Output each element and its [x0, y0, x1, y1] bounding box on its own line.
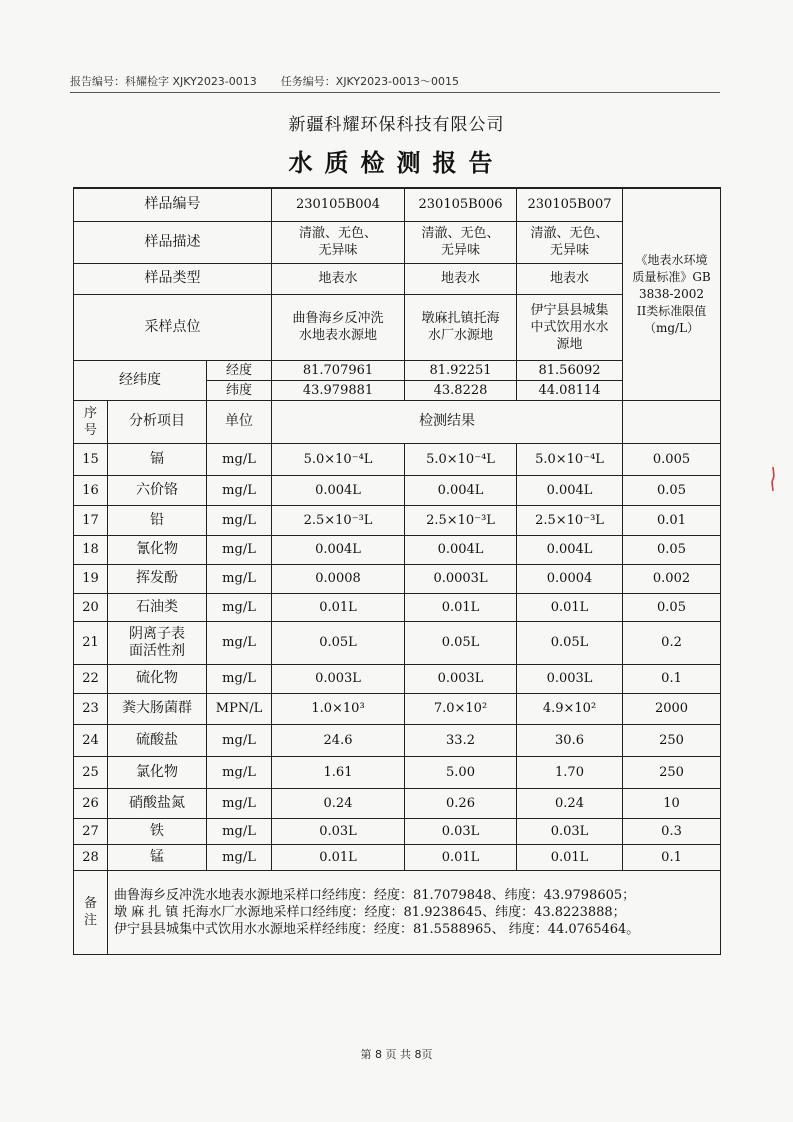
notes-label-char: 注 [83, 913, 97, 928]
report-number: 报告编号：科耀检字 XJKY2023-0013 [70, 75, 257, 88]
row-result: 5.00 [405, 756, 517, 788]
lat-cell: 43.8228 [405, 380, 517, 400]
row-unit: mg/L [207, 535, 272, 564]
site-line: 中式饮用水水 [530, 319, 609, 335]
row-unit: mg/L [207, 475, 272, 505]
row-number: 24 [74, 724, 108, 756]
lat-label: 纬度 [207, 380, 272, 400]
task-number: 任务编号：XJKY2023-0013～0015 [280, 75, 460, 88]
table-row [74, 621, 721, 664]
row-number: 23 [74, 693, 108, 724]
row-standard: 0.01 [623, 505, 721, 535]
table-row [74, 818, 721, 844]
row-result: 0.004L [405, 475, 517, 505]
row-result: 0.24 [272, 788, 405, 818]
note-line: 伊宁县县城集中式饮用水水源地采样经纬度：经度：81.5588965、 纬度：44.0765464。 [114, 921, 640, 937]
sample-type-cell: 地表水 [272, 263, 405, 294]
row-item: 六价铬 [108, 475, 207, 505]
row-item: 氯化物 [108, 756, 207, 788]
site-line: 墩麻扎镇托海 [421, 311, 500, 326]
row-result: 0.004L [405, 535, 517, 564]
row-unit: MPN/L [207, 693, 272, 724]
row-number: 28 [74, 844, 108, 870]
row-result: 0.0008 [272, 564, 405, 593]
site-line: 伊宁县县城集 [530, 302, 609, 318]
row-unit: mg/L [207, 664, 272, 693]
desc-line: 清澈、无色、 [530, 226, 609, 241]
report-header [70, 73, 720, 89]
standard-line: 《地表水环境 [635, 252, 708, 267]
table-row [74, 505, 721, 535]
lon-cell: 81.92251 [405, 360, 517, 380]
row-item: 挥发酚 [108, 564, 207, 593]
row-result: 33.2 [405, 724, 517, 756]
row-number: 17 [74, 505, 108, 535]
lat-cell: 44.08114 [517, 380, 623, 400]
latlon-label: 经纬度 [74, 360, 207, 400]
row-result: 7.0×10² [405, 693, 517, 724]
table-row [74, 564, 721, 593]
row-item: 粪大肠菌群 [108, 693, 207, 724]
sample-site-label: 采样点位 [74, 294, 272, 360]
row-standard: 0.005 [623, 443, 721, 475]
table-row [74, 693, 721, 724]
header-divider [70, 92, 720, 93]
row-number: 27 [74, 818, 108, 844]
row-number: 18 [74, 535, 108, 564]
row-unit: mg/L [207, 818, 272, 844]
row-item: 阴离子表 面活性剂 [108, 621, 207, 664]
row-result: 0.004L [272, 475, 405, 505]
note-line: 墩 麻 扎 镇 托海水厂水源地采样口经纬度：经度：81.9238645、纬度：43.8223888； [114, 904, 626, 920]
page-footer: 第 8 页 共 8页 [360, 1048, 433, 1061]
sample-site-cell [272, 294, 405, 360]
table-row [74, 475, 721, 505]
row-result: 0.01L [272, 844, 405, 870]
row-result: 0.05L [405, 621, 517, 664]
row-result: 1.0×10³ [272, 693, 405, 724]
row-unit: mg/L [207, 621, 272, 664]
sample-desc-label: 样品描述 [74, 221, 272, 263]
row-result: 0.0004 [517, 564, 623, 593]
sample-id-cell: 230105B006 [405, 188, 517, 221]
row-unit: mg/L [207, 564, 272, 593]
row-result: 0.004L [517, 475, 623, 505]
row-unit: mg/L [207, 593, 272, 621]
lon-cell: 81.56092 [517, 360, 623, 380]
desc-line: 清澈、无色、 [421, 226, 500, 241]
site-line: 水地表水源地 [299, 328, 378, 343]
table-row [74, 844, 721, 870]
col-no-char: 序 [83, 405, 97, 421]
pen-stroke [772, 467, 774, 491]
row-number: 22 [74, 664, 108, 693]
row-item: 氰化物 [108, 535, 207, 564]
row-standard: 0.3 [623, 818, 721, 844]
col-item-header: 分析项目 [108, 400, 207, 443]
row-standard: 0.1 [623, 844, 721, 870]
row-item: 硫化物 [108, 664, 207, 693]
standard-line: 3838-2002 [638, 286, 705, 301]
row-standard: 250 [623, 724, 721, 756]
red-pen-mark [770, 466, 776, 492]
row-result: 5.0×10⁻⁴L [405, 443, 517, 475]
row-result: 2.5×10⁻³L [517, 505, 623, 535]
row-standard: 0.05 [623, 535, 721, 564]
row-result: 0.003L [272, 664, 405, 693]
row-item: 锰 [108, 844, 207, 870]
row-result: 4.9×10² [517, 693, 623, 724]
row-result: 0.03L [405, 818, 517, 844]
col-no-char: 号 [83, 422, 97, 438]
sample-desc-cell [272, 221, 405, 263]
row-result: 0.05L [272, 621, 405, 664]
row-standard: 250 [623, 756, 721, 788]
standard-reference-cell [623, 188, 721, 400]
row-result: 0.26 [405, 788, 517, 818]
row-result: 2.5×10⁻³L [272, 505, 405, 535]
note-line: 曲鲁海乡反冲洗水地表水源地采样口经纬度：经度：81.7079848、纬度：43.9798605； [114, 887, 636, 903]
desc-line: 清澈、无色、 [299, 226, 378, 241]
sample-desc-cell [405, 221, 517, 263]
row-number: 20 [74, 593, 108, 621]
row-standard: 0.1 [623, 664, 721, 693]
row-result: 0.01L [272, 593, 405, 621]
notes-cell [108, 870, 721, 954]
row-result: 1.70 [517, 756, 623, 788]
sample-type-label: 样品类型 [74, 263, 272, 294]
table-row [74, 443, 721, 475]
lon-cell: 81.707961 [272, 360, 405, 380]
sample-site-cell [517, 294, 623, 360]
row-result: 0.01L [405, 593, 517, 621]
water-quality-table [73, 187, 721, 955]
col-result-header: 检测结果 [272, 400, 623, 443]
row-number: 26 [74, 788, 108, 818]
row-result: 0.03L [272, 818, 405, 844]
table-row [74, 593, 721, 621]
row-unit: mg/L [207, 844, 272, 870]
row-standard: 10 [623, 788, 721, 818]
row-result: 0.01L [517, 593, 623, 621]
standard-line: II类标准限值 [636, 303, 707, 318]
row-standard: 0.002 [623, 564, 721, 593]
desc-line: 无异味 [441, 243, 481, 258]
row-unit: mg/L [207, 756, 272, 788]
site-line: 源地 [556, 336, 583, 352]
table-row [74, 724, 721, 756]
row-result: 5.0×10⁻⁴L [272, 443, 405, 475]
row-result: 2.5×10⁻³L [405, 505, 517, 535]
row-result: 24.6 [272, 724, 405, 756]
row-result: 0.01L [517, 844, 623, 870]
table-row [74, 535, 721, 564]
notes-label-char: 备 [83, 896, 97, 911]
row-result: 30.6 [517, 724, 623, 756]
standard-line: 质量标准》GB [632, 269, 711, 284]
site-line: 曲鲁海乡反冲洗 [292, 311, 384, 326]
row-item: 硫酸盐 [108, 724, 207, 756]
row-unit: mg/L [207, 724, 272, 756]
row-item: 铅 [108, 505, 207, 535]
lat-cell: 43.979881 [272, 380, 405, 400]
row-result: 0.01L [405, 844, 517, 870]
row-item: 硝酸盐氮 [108, 788, 207, 818]
standard-line: （mg/L） [643, 320, 700, 335]
row-result: 5.0×10⁻⁴L [517, 443, 623, 475]
row-result: 0.004L [517, 535, 623, 564]
row-result: 1.61 [272, 756, 405, 788]
row-number: 25 [74, 756, 108, 788]
row-unit: mg/L [207, 505, 272, 535]
notes-label [74, 870, 108, 954]
col-standard-blank [623, 400, 721, 443]
row-number: 16 [74, 475, 108, 505]
row-item: 铁 [108, 818, 207, 844]
company-name: 新疆科耀环保科技有限公司 [288, 115, 505, 135]
desc-line: 无异味 [318, 243, 358, 258]
row-result: 0.003L [405, 664, 517, 693]
lon-label: 经度 [207, 360, 272, 380]
row-result: 0.03L [517, 818, 623, 844]
row-item: 镉 [108, 443, 207, 475]
table-row [74, 664, 721, 693]
row-number: 19 [74, 564, 108, 593]
table-row [74, 788, 721, 818]
table-row [74, 756, 721, 788]
sample-id-cell: 230105B004 [272, 188, 405, 221]
row-standard: 0.05 [623, 593, 721, 621]
site-line: 水厂水源地 [428, 328, 494, 343]
desc-line: 无异味 [550, 243, 590, 258]
sample-id-cell: 230105B007 [517, 188, 623, 221]
row-result: 0.24 [517, 788, 623, 818]
row-result: 0.05L [517, 621, 623, 664]
col-unit-header: 单位 [207, 400, 272, 443]
row-result: 0.004L [272, 535, 405, 564]
row-unit: mg/L [207, 443, 272, 475]
sample-type-cell: 地表水 [517, 263, 623, 294]
row-number: 21 [74, 621, 108, 664]
sample-id-label: 样品编号 [74, 188, 272, 221]
sample-type-cell: 地表水 [405, 263, 517, 294]
sample-site-cell [405, 294, 517, 360]
row-standard: 2000 [623, 693, 721, 724]
row-standard: 0.2 [623, 621, 721, 664]
row-result: 0.0003L [405, 564, 517, 593]
row-unit: mg/L [207, 788, 272, 818]
sample-desc-cell [517, 221, 623, 263]
col-no-header [74, 400, 108, 443]
row-item: 石油类 [108, 593, 207, 621]
report-title: 水质检测报告 [288, 148, 505, 177]
row-result: 0.003L [517, 664, 623, 693]
row-standard: 0.05 [623, 475, 721, 505]
row-number: 15 [74, 443, 108, 475]
